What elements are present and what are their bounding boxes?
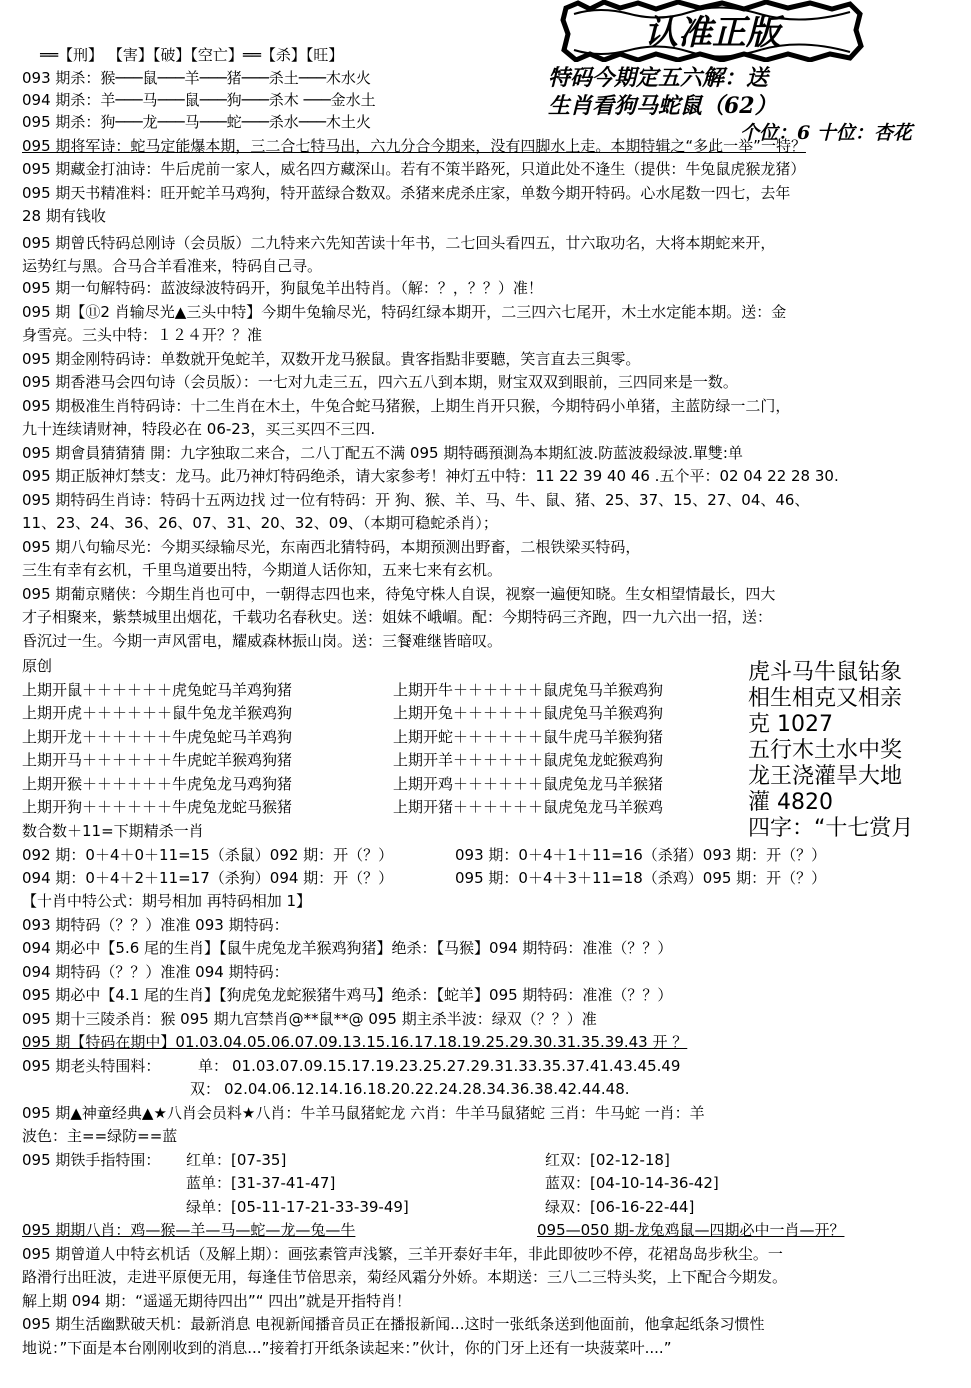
kill-row-095: 095 期杀：狗───龙───马───蛇───杀水───木土火 — [22, 113, 371, 131]
handwritten-note-line1: 特码今期定五六解：送 — [548, 65, 769, 91]
text-line: 才子相聚来，紫禁城里出烟花，千载功名春秋史。送：姐妹不峨嵋。配：今期特码三齐跑，四一九六出一招，送： — [22, 608, 773, 626]
laotou-dan: 01.03.07.09.15.17.19.23.25.27.29.31.33.35.37.41.43.45.49 — [232, 1057, 681, 1075]
laotou-title: 095 期老头特围料： — [22, 1057, 161, 1075]
last-period-right: 上期开牛＋＋＋＋＋＋鼠虎兔马羊猴鸡狗 — [393, 681, 664, 699]
side-poem-line: 克 1027 — [748, 712, 833, 737]
tieshou-cell: 红单：[07-35] — [186, 1151, 287, 1169]
text-line: 解上期 094 期：“遥遥无期待四出”“ 四出”就是开指特肖！ — [22, 1292, 412, 1310]
last-period-left: 上期开猴＋＋＋＋＋＋牛虎兔龙马鸡狗猪 — [22, 775, 293, 793]
text-line: 095 期葡京赌侠：今期生肖也可中，一朝得志四也来，待兔守株人自误，视察一遍便知晓。生女相望情最长，四大 — [22, 585, 776, 603]
last-period-left: 上期开龙＋＋＋＋＋＋牛虎兔蛇马羊鸡狗 — [22, 728, 293, 746]
text-line: 093 期特码（？？）准准 093 期特码： — [22, 916, 289, 934]
tieshou-cell: 红双：[02-12-18] — [545, 1151, 670, 1169]
tieshou-cell: 绿单：[05-11-17-21-33-39-49] — [186, 1198, 409, 1216]
authentic-seal-logo — [560, 0, 865, 62]
text-line: 095 期将军诗：蛇马定能爆本期，三二合七特马出，六九分合今期来，没有四脚水上走。本期特辑之“多此一举”一特？ — [22, 137, 806, 155]
last-period-left: 上期开马＋＋＋＋＋＋牛虎蛇羊猴鸡狗猪 — [22, 751, 293, 769]
text-line: 095 期金刚特码诗：单数就开兔蛇羊，双数开龙马猴鼠。貴客指點非要聽，笑言直去三與零。 — [22, 350, 641, 368]
tieshou-cell: 蓝双：[04-10-14-36-42] — [545, 1174, 719, 1192]
laotou-dan-label: 单： — [198, 1057, 229, 1075]
text-line: 095 期藏金打油诗：牛后虎前一家人，威名四方藏深山。若有不策半路死，只道此处不逢生（提供：牛兔鼠虎猴龙猪） — [22, 160, 806, 178]
tieshou-title: 095 期铁手指特围： — [22, 1151, 161, 1169]
text-line: 095 期必中【4.1 尾的生肖】【狗虎兔龙蛇猴猪牛鸡马】绝杀：【蛇羊】095 期特码：准准（？？） — [22, 986, 673, 1004]
text-line: 身雪亮。三头中特：１２４开？？准 — [22, 326, 263, 344]
text-line: 原创 — [22, 657, 53, 675]
text-line: 095 期▲神童经典▲★八肖会员料★八肖：牛羊马鼠猪蛇龙 六肖：牛羊马鼠猪蛇 三肖：牛马蛇 一肖：羊 — [22, 1104, 705, 1122]
text-line: 095 期极准生肖特码诗：十二生肖在木土，牛兔合蛇马猪猴，上期生肖开只猴，今期特码小单猪，主蓝防绿一二门， — [22, 397, 791, 415]
side-poem-line: 相生相克又相亲 — [748, 686, 903, 711]
last-period-left: 上期开狗＋＋＋＋＋＋牛虎兔龙蛇马猴猪 — [22, 798, 293, 816]
text-line: 11、23、24、36、26、07、31、20、32、09、（本期可稳蛇杀肖）； — [22, 514, 498, 532]
handwritten-note-line3: 个位：6 十位：杏花 — [740, 122, 912, 144]
baxiao-line: 095 期期八肖：鸡—猴—羊—马—蛇—龙—兔—牛 — [22, 1221, 356, 1239]
text-line: 095 期特码生肖诗：特码十五两边找 过一位有特码：开 狗、猴、羊、马、牛、鼠、猪、25、37、15、27、04、46、 — [22, 491, 810, 509]
text-line: 095 期正版神灯禁支：龙马。此乃神灯特码绝杀，请大家参考！神灯五中特：11 22 39 40 46 .五个平：02 04 22 28 30. — [22, 467, 839, 485]
text-line: 昏沉过一生。今期一声风雷电，耀威森林振山岗。送：三餐难继皆暗叹。 — [22, 632, 503, 650]
side-poem-line: 虎斗马牛鼠钻象 — [748, 660, 903, 685]
text-line: 095 期【⑪2 肖输尽光▲三头中特】今期牛兔输尽光，特码红绿本期开，二三四六七尾开，木土水定能本期。送：金 — [22, 303, 787, 321]
text-line: 095 期【特码在期中】01.03.04.05.06.07.09.13.15.16.17.18.19.25.29.30.31.35.39.43 开 ？ — [22, 1033, 688, 1051]
text-line: 095 期一句解特码：蓝波绿波特码开，狗鼠兔羊出特肖。（解：？，？？）准！ — [22, 279, 543, 297]
text-line: 地说：”下面是本台刚刚收到的消息...”接着打开纸条读起来：”伙计，你的门牙上还有一块菠菜叶....” — [22, 1339, 672, 1357]
text-line: 094 期特码（？？）准准 094 期特码： — [22, 963, 289, 981]
kill-row-093: 093 期杀：猴───鼠───羊───猪───杀土───木水火 — [22, 69, 371, 87]
logo-text: 认准正版 — [644, 13, 780, 53]
formula-row: 094 期：0＋4＋2＋11=17（杀狗）094 期：开（？） — [22, 869, 394, 887]
text-line: 波色：主==绿防==蓝 — [22, 1127, 178, 1145]
side-poem-line: 灌 4820 — [748, 790, 833, 815]
last-period-right: 上期开蛇＋＋＋＋＋＋鼠牛虎马羊猴狗猪 — [393, 728, 664, 746]
side-poem-line: 五行木土水中奖 — [748, 738, 903, 763]
formula-row: 092 期：0＋4＋0＋11=15（杀鼠）092 期：开（？） — [22, 846, 394, 864]
bixian-line: 095—050 期-龙兔鸡鼠—四期必中一肖—开？ — [537, 1221, 845, 1239]
side-poem-line: 四字：“十七赏月 — [748, 816, 914, 841]
last-period-right: 上期开羊＋＋＋＋＋＋鼠虎兔龙蛇猴鸡狗 — [393, 751, 664, 769]
text-line: 九十连续请财神，特段必在 06-23，买三买四不三四. — [22, 420, 376, 438]
formula-row: 093 期：0＋4＋1＋11=16（杀猪）093 期：开（？） — [455, 846, 827, 864]
handwritten-note-line2: 生肖看狗马蛇鼠（62） — [548, 93, 777, 119]
kill-row-094: 094 期杀：羊───马───鼠───狗───杀木 ───金水土 — [22, 91, 376, 109]
text-line: 路滑行出旺波，走进平原便无用，每逢佳节倍思亲，菊经风霜分外娇。本期送：三八二三特头奖，上下配合今期发。 — [22, 1268, 788, 1286]
text-line: 095 期會員猜猜猜 開：九字独取二来合，二八丁配五不满 095 期特碼預測為本期紅波.防蓝波殺绿波.單雙:单 — [22, 444, 743, 462]
text-line: 095 期天书精准料：旺开蛇羊马鸡狗，特开蓝绿合数双。杀猪来虎杀庄家，单数今期开特码。心水尾数一四七，去年 — [22, 184, 791, 202]
last-period-right: 上期开猪＋＋＋＋＋＋鼠虎兔龙马羊猴鸡 — [393, 798, 664, 816]
text-line: 095 期曾道人中特玄机话（及解上期）：画弦素管声浅繁，三羊开泰好丰年，非此即彼吵不停，花裙岛岛步秋尘。一 — [22, 1245, 783, 1263]
tieshou-cell: 蓝单：[31-37-41-47] — [186, 1174, 336, 1192]
last-period-right: 上期开鸡＋＋＋＋＋＋鼠虎兔龙马羊猴猪 — [393, 775, 664, 793]
text-line: 095 期八句输尽光：今期买绿输尽光，东南西北猜特码，本期预测出野畜，二根铁梁买特码， — [22, 538, 641, 556]
last-period-left: 上期开鼠＋＋＋＋＋＋虎兔蛇马羊鸡狗猪 — [22, 681, 293, 699]
text-line: 095 期十三陵杀肖：猴 095 期九宫禁肖@**鼠**@ 095 期主杀半波：绿双（？？）准 — [22, 1010, 597, 1028]
formula-title: 数合数＋11=下期精杀一肖 — [22, 822, 204, 840]
text-line: 运势红与黑。合马合羊看准来，特码自己寻。 — [22, 257, 323, 275]
laotou-shuang: 02.04.06.12.14.16.18.20.22.24.28.34.36.38.42.44.48. — [224, 1080, 630, 1098]
tieshou-cell: 绿双：[06-16-22-44] — [545, 1198, 695, 1216]
text-line: 095 期香港马会四句诗（会员版）：一七对九走三五，四六五八到本期，财宝双双到眼前，三四同来是一数。 — [22, 373, 738, 391]
text-line: 094 期必中【5.6 尾的生肖】【鼠牛虎兔龙羊猴鸡狗猪】绝杀：【马猴】094 期特码：准准（？？） — [22, 939, 673, 957]
last-period-left: 上期开虎＋＋＋＋＋＋鼠牛兔龙羊猴鸡狗 — [22, 704, 293, 722]
text-line: 095 期曾氏特码总刚诗（会员版）二九特来六先知苦读十年书，二七回头看四五，廿六取功名，大将本期蛇来开， — [22, 234, 776, 252]
text-line: 三生有幸有玄机，千里鸟道要出特，今期道人话你知，五来七来有玄机。 — [22, 561, 503, 579]
text-line: 【十肖中特公式：期号相加 再特码相加 1】 — [22, 892, 312, 910]
side-poem-line: 龙王浇灌旱大地 — [748, 764, 903, 789]
header-row: ══【刑】 【害】【破】【空亡】══【杀】【旺】 — [40, 46, 344, 64]
formula-row: 095 期：0＋4＋3＋11=18（杀鸡）095 期：开（？） — [455, 869, 827, 887]
text-line: 095 期生活幽默破天机：最新消息 电视新闻播音员正在播报新闻...这时一张纸条送到他面前，他拿起纸条习惯性 — [22, 1315, 765, 1333]
text-line: 28 期有钱收 — [22, 207, 106, 225]
laotou-shuang-label: 双： — [190, 1080, 221, 1098]
last-period-right: 上期开兔＋＋＋＋＋＋鼠虎兔马羊猴鸡狗 — [393, 704, 664, 722]
